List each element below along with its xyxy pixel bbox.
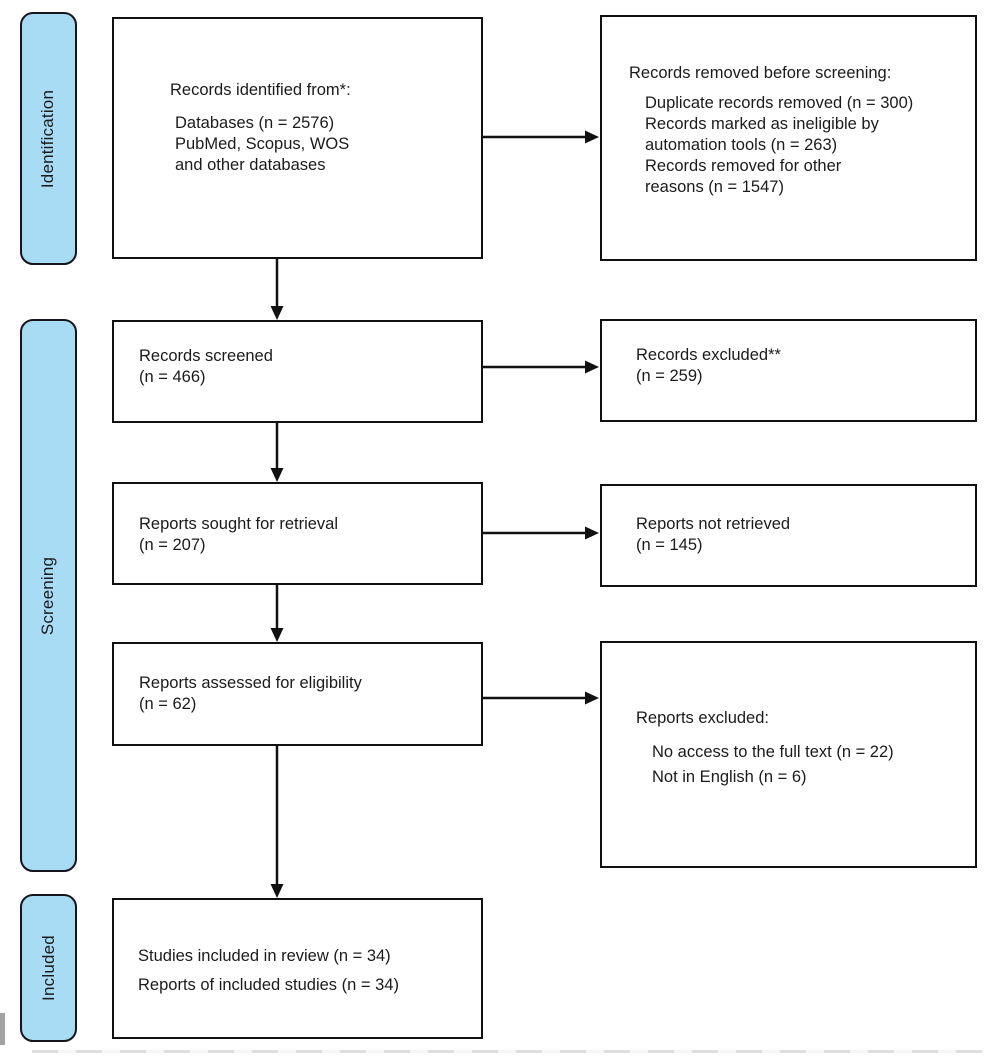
records-identified-line: PubMed, Scopus, WOS — [175, 135, 350, 153]
reports-excluded-line: No access to the full text (n = 22) — [652, 743, 894, 761]
records-excluded-count: (n = 259) — [636, 367, 703, 385]
records-identified-box — [112, 17, 483, 259]
studies-included-line: Studies included in review (n = 34) — [138, 947, 391, 965]
records-removed-box — [600, 15, 977, 261]
arrow-right-identified-to-removed-icon — [483, 131, 599, 144]
reports-assessed-box — [112, 642, 483, 746]
scan-artifact-left — [0, 1013, 5, 1045]
arrow-right-assessed-to-excluded-icon — [483, 692, 599, 705]
reports-excluded-line: Not in English (n = 6) — [652, 768, 807, 786]
records-removed-line: Duplicate records removed (n = 300) — [645, 94, 914, 112]
reports-excluded-title: Reports excluded: — [636, 709, 769, 727]
records-removed-line: automation tools (n = 263) — [645, 136, 838, 154]
reports-not-retrieved-count: (n = 145) — [636, 536, 703, 554]
reports-assessed-count: (n = 62) — [139, 695, 197, 713]
records-removed-title: Records removed before screening: — [629, 64, 892, 82]
records-excluded-label: Records excluded** — [636, 346, 781, 364]
reports-excluded-box — [600, 641, 977, 868]
stage-band-included — [20, 894, 77, 1042]
records-screened-label: Records screened — [139, 347, 273, 365]
records-identified-title: Records identified from*: — [170, 81, 351, 99]
reports-not-retrieved-label: Reports not retrieved — [636, 515, 791, 533]
arrow-down-screened-to-sought-icon — [271, 423, 284, 482]
stage-label-included: Included — [38, 935, 58, 1001]
reports-sought-count: (n = 207) — [139, 536, 206, 554]
records-excluded-box — [600, 319, 977, 422]
records-removed-line: reasons (n = 1547) — [645, 178, 784, 196]
records-removed-line: Records marked as ineligible by — [645, 115, 879, 133]
records-removed-details — [629, 93, 961, 198]
arrow-right-sought-to-not-retrieved-icon — [483, 527, 599, 540]
reports-excluded-details — [636, 740, 961, 790]
arrow-down-sought-to-assessed-icon — [271, 585, 284, 642]
stage-label-screening: Screening — [38, 556, 58, 635]
stage-band-screening — [20, 319, 77, 872]
studies-included-line: Reports of included studies (n = 34) — [138, 976, 399, 994]
reports-sought-label: Reports sought for retrieval — [139, 515, 339, 533]
reports-not-retrieved-box — [600, 484, 977, 587]
studies-included-box — [112, 898, 483, 1039]
records-removed-line: Records removed for other — [645, 157, 842, 175]
reports-sought-box — [112, 482, 483, 585]
records-identified-line: Databases (n = 2576) — [175, 114, 335, 132]
records-screened-box — [112, 320, 483, 423]
arrow-down-assessed-to-included-icon — [271, 746, 284, 898]
records-screened-count: (n = 466) — [139, 368, 206, 386]
stage-band-identification — [20, 12, 77, 265]
records-identified-line: and other databases — [175, 156, 326, 174]
reports-assessed-label: Reports assessed for eligibility — [139, 674, 362, 692]
arrow-down-identified-to-screened-icon — [271, 259, 284, 320]
stage-label-identification: Identification — [38, 89, 58, 188]
scan-artifact-bottom — [32, 1050, 984, 1053]
records-identified-details — [170, 113, 463, 176]
arrow-right-screened-to-excluded-icon — [483, 361, 599, 374]
